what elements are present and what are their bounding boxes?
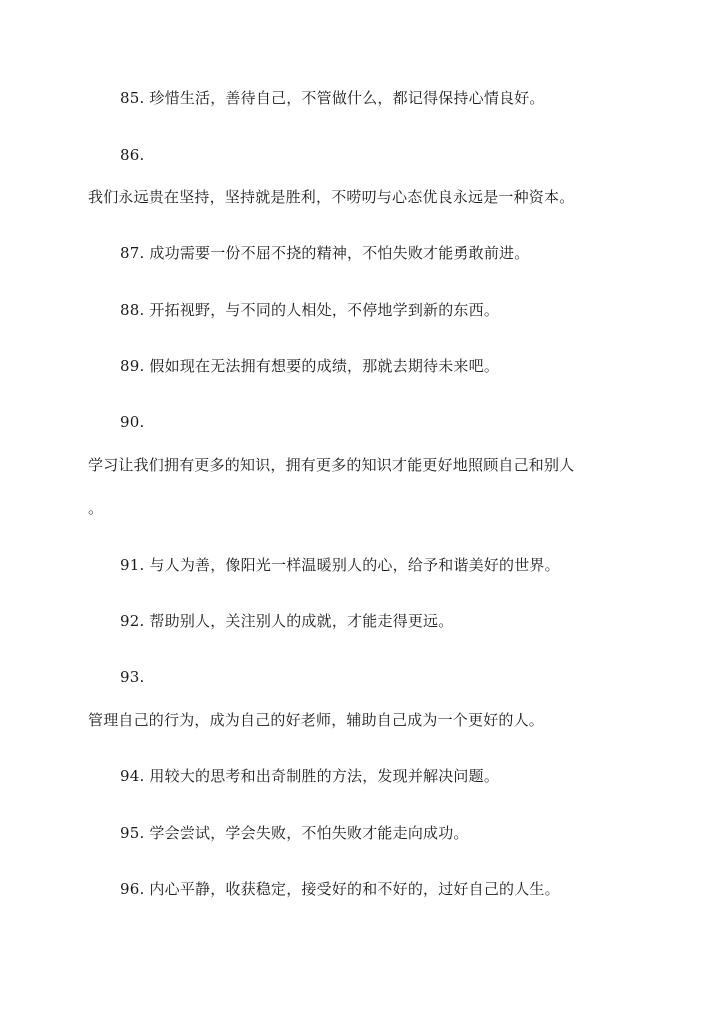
item-90-text: 学习让我们拥有更多的知识，拥有更多的知识才能更好地照顾自己和别人	[88, 456, 575, 474]
item-93-number: 93.	[120, 668, 145, 686]
item-86-text: 我们永远贵在坚持，坚持就是胜利，不唠叨与心态优良永远是一种资本。	[88, 188, 575, 206]
item-90-text-end: 。	[88, 499, 104, 517]
item-88: 88. 开拓视野，与不同的人相处，不停地学到新的东西。	[120, 301, 500, 319]
item-87: 87. 成功需要一份不屈不挠的精神，不怕失败才能勇敢前进。	[120, 244, 530, 262]
item-91: 91. 与人为善，像阳光一样温暖别人的心，给予和谐美好的世界。	[120, 556, 560, 574]
item-95: 95. 学会尝试，学会失败，不怕失败才能走向成功。	[120, 824, 469, 842]
item-92: 92. 帮助别人，关注别人的成就，才能走得更远。	[120, 612, 454, 630]
item-90-number: 90.	[120, 413, 145, 431]
item-89: 89. 假如现在无法拥有想要的成绩，那就去期待未来吧。	[120, 357, 500, 375]
item-85: 85. 珍惜生活，善待自己，不管做什么，都记得保持心情良好。	[120, 89, 545, 107]
item-94: 94. 用较大的思考和出奇制胜的方法，发现并解决问题。	[120, 767, 500, 785]
item-93-text: 管理自己的行为，成为自己的好老师，辅助自己成为一个更好的人。	[88, 711, 545, 729]
item-86-number: 86.	[120, 146, 145, 164]
item-96: 96. 内心平静，收获稳定，接受好的和不好的，过好自己的人生。	[120, 880, 560, 898]
